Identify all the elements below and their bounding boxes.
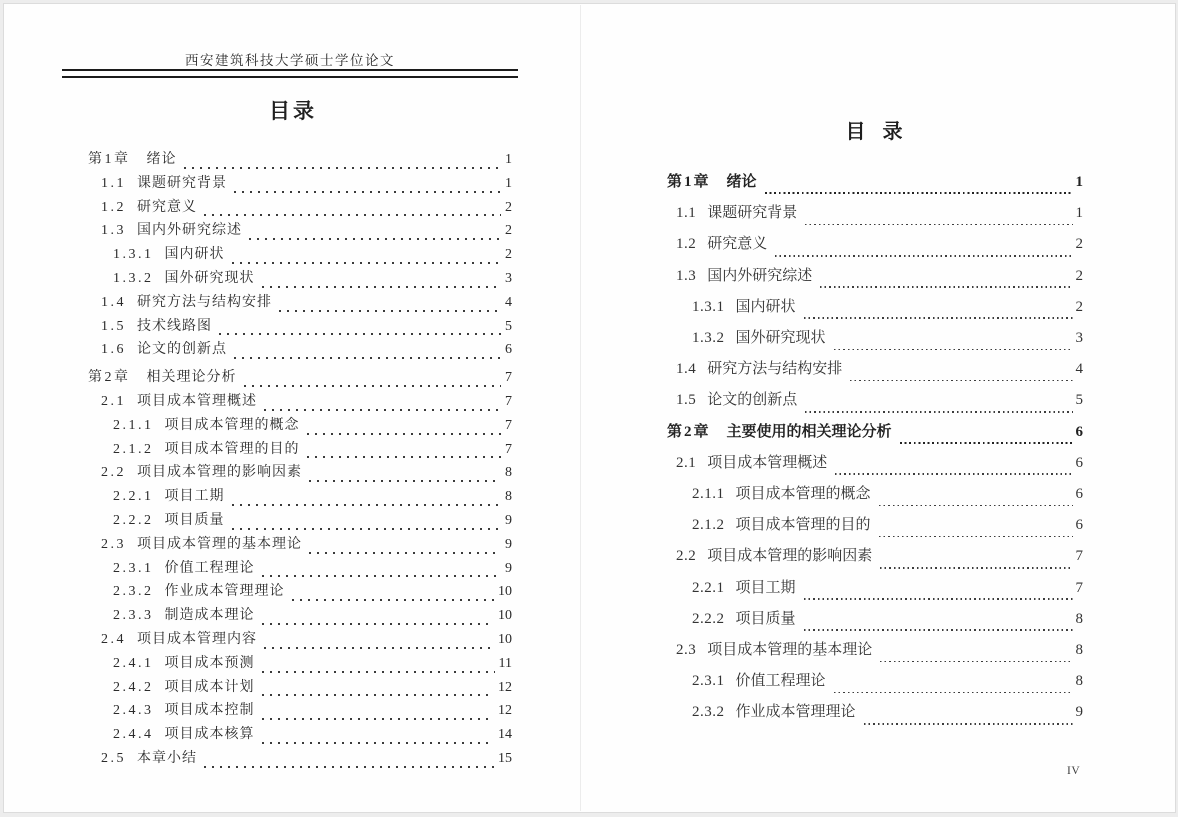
dot-leader — [279, 310, 501, 312]
toc-entry — [667, 292, 1083, 323]
entry-page-number: 4 — [505, 294, 512, 310]
entry-page-number: 7 — [1075, 548, 1083, 565]
toc-entry — [88, 557, 512, 581]
entry-number: 2.2 — [101, 465, 126, 481]
entry-title: 项目成本管理内容 — [137, 631, 257, 647]
entry-page-number: 15 — [498, 750, 512, 766]
entry-number: 2.3.2 — [692, 704, 725, 721]
entry-title: 项目成本管理的影响因素 — [137, 465, 302, 481]
dot-leader — [805, 224, 1072, 226]
toc-entry — [88, 699, 512, 723]
dot-leader — [262, 742, 495, 744]
toc-entry — [88, 747, 512, 771]
toc-entry — [88, 267, 512, 291]
entry-title: 论文的创新点 — [137, 342, 227, 358]
dot-leader — [834, 349, 1073, 351]
entry-page-number: 6 — [1075, 517, 1083, 534]
entry-title: 论文的创新点 — [707, 392, 798, 409]
toc-entry — [667, 635, 1083, 666]
entry-page-number: 2 — [505, 223, 512, 239]
entry-number: 2.4.2 — [113, 679, 154, 695]
toc-entry — [667, 666, 1083, 697]
entry-page-number: 7 — [505, 417, 512, 433]
entry-page-number: 9 — [505, 536, 512, 552]
entry-page-number: 3 — [505, 270, 512, 286]
entry-number: 第1章 — [667, 174, 711, 190]
entry-number: 2.2.1 — [692, 579, 725, 596]
dot-leader — [307, 456, 502, 458]
toc-entry — [667, 323, 1083, 354]
entry-number: 2.1.1 — [692, 486, 725, 503]
entry-page-number: 9 — [505, 512, 512, 528]
entry-title: 研究方法与结构安排 — [137, 294, 272, 310]
entry-number: 2.1.2 — [113, 441, 154, 457]
dot-leader — [820, 286, 1072, 288]
entry-number: 2.1.1 — [113, 417, 154, 433]
entry-title: 项目成本管理的概念 — [164, 417, 300, 433]
entry-page-number: 1 — [505, 175, 512, 191]
dot-leader — [309, 552, 501, 554]
entry-title: 项目成本控制 — [164, 703, 255, 719]
entry-number: 2.2 — [676, 548, 697, 565]
entry-title: 课题研究背景 — [137, 175, 227, 191]
entry-title: 研究意义 — [137, 199, 197, 215]
dot-leader — [880, 661, 1072, 663]
toc-entry — [88, 485, 512, 509]
dot-leader — [204, 766, 494, 768]
dot-leader — [262, 718, 495, 720]
entry-title: 课题研究背景 — [707, 205, 798, 222]
entry-number: 2.2.2 — [692, 610, 725, 627]
dot-leader — [232, 262, 502, 264]
entry-number: 1.1 — [676, 205, 697, 222]
entry-number: 第2章 — [667, 423, 711, 440]
entry-page-number: 2 — [1075, 267, 1083, 284]
entry-number: 1.3 — [101, 223, 126, 239]
entry-page-number: 2 — [1075, 236, 1083, 253]
entry-title: 项目成本管理的基本理论 — [707, 642, 873, 659]
entry-number: 1.4 — [676, 361, 697, 378]
toc-entry — [88, 509, 512, 533]
page-divider — [580, 5, 581, 811]
entry-page-number: 3 — [1075, 330, 1083, 347]
entry-title: 项目成本计划 — [164, 679, 255, 695]
entry-title: 项目成本核算 — [164, 727, 255, 743]
entry-title: 项目质量 — [164, 512, 225, 528]
entry-page-number: 6 — [1075, 454, 1083, 471]
dot-leader — [804, 629, 1073, 631]
entry-number: 2.3.3 — [113, 608, 154, 624]
entry-title: 绪论 — [146, 152, 177, 167]
entry-page-number: 14 — [498, 727, 512, 743]
toc-entry — [667, 510, 1083, 541]
entry-page-number: 4 — [1075, 361, 1083, 378]
dot-leader — [262, 286, 502, 288]
entry-title: 项目工期 — [164, 489, 225, 505]
entry-page-number: 7 — [505, 393, 512, 409]
page-left — [8, 5, 578, 811]
entry-number: 2.2.2 — [113, 512, 154, 528]
toc-entry — [88, 315, 512, 339]
toc-entry — [88, 438, 512, 462]
dot-leader — [264, 647, 494, 649]
toc-title-right: 目 录 — [845, 121, 909, 143]
toc-entry — [88, 291, 512, 315]
dot-leader — [864, 723, 1073, 725]
entry-number: 第1章 — [88, 152, 131, 167]
dot-leader — [765, 192, 1073, 194]
entry-number: 1.1 — [101, 175, 126, 191]
entry-number: 1.2 — [676, 236, 697, 253]
entry-number: 2.3.2 — [113, 584, 154, 600]
entry-title: 国内外研究综述 — [707, 267, 813, 284]
entry-number: 1.5 — [101, 318, 126, 334]
dot-leader — [232, 504, 502, 506]
entry-title: 主要使用的相关理论分析 — [726, 423, 892, 440]
entry-page-number: 10 — [498, 584, 512, 600]
entry-title: 国内研状 — [164, 247, 225, 263]
entry-number: 1.5 — [676, 392, 697, 409]
dot-leader — [262, 694, 495, 696]
entry-title: 研究方法与结构安排 — [707, 361, 843, 378]
entry-page-number: 6 — [505, 342, 512, 358]
entry-page-number: 7 — [1075, 579, 1083, 596]
entry-title: 相关理论分析 — [146, 370, 237, 386]
dot-leader — [204, 214, 501, 216]
dot-leader — [804, 598, 1073, 600]
entry-page-number: 2 — [505, 199, 512, 215]
entry-number: 1.4 — [101, 294, 126, 310]
entry-title: 制造成本理论 — [164, 608, 255, 624]
entry-page-number: 6 — [1075, 423, 1083, 440]
toc-entry — [667, 385, 1083, 416]
entry-page-number: 1 — [1075, 174, 1083, 190]
toc-entry — [88, 243, 512, 267]
toc-entry — [88, 604, 512, 628]
entry-number: 2.5 — [101, 750, 126, 766]
toc-entry — [667, 417, 1083, 448]
entry-page-number: 8 — [505, 489, 512, 505]
entry-page-number: 5 — [505, 318, 512, 334]
toc-entry — [88, 366, 512, 390]
entry-page-number: 2 — [1075, 298, 1083, 315]
entry-number: 1.3.2 — [113, 270, 154, 286]
toc-entry — [88, 628, 512, 652]
dot-leader — [775, 255, 1072, 257]
entry-title: 项目成本预测 — [164, 655, 255, 671]
entry-number: 2.4 — [101, 631, 126, 647]
page-number-footer: IV — [1067, 765, 1081, 777]
dot-leader — [234, 357, 501, 359]
entry-page-number: 2 — [505, 247, 512, 263]
entry-title: 项目成本管理的目的 — [164, 441, 300, 457]
entry-page-number: 7 — [505, 441, 512, 457]
dot-leader — [900, 442, 1073, 444]
toc-entry — [88, 652, 512, 676]
entry-number: 2.2.1 — [113, 489, 154, 505]
entry-title: 价值工程理论 — [735, 673, 826, 690]
entry-title: 项目成本管理概述 — [137, 393, 257, 409]
entry-page-number: 11 — [498, 655, 512, 671]
toc-entry — [667, 697, 1083, 728]
entry-title: 本章小结 — [137, 750, 197, 766]
entry-title: 项目成本管理的基本理论 — [137, 536, 302, 552]
entry-title: 项目成本管理的目的 — [735, 517, 871, 534]
toc-entry — [667, 479, 1083, 510]
dot-leader — [804, 317, 1073, 319]
entry-title: 作业成本管理理论 — [735, 704, 856, 721]
toc-list-right — [584, 167, 1170, 729]
entry-title: 绪论 — [726, 174, 757, 190]
entry-page-number: 6 — [1075, 486, 1083, 503]
toc-entry — [88, 676, 512, 700]
dot-leader — [249, 238, 501, 240]
toc-entry — [88, 390, 512, 414]
entry-page-number: 8 — [1075, 673, 1083, 690]
entry-number: 1.6 — [101, 342, 126, 358]
entry-page-number: 9 — [505, 560, 512, 576]
entry-title: 研究意义 — [707, 236, 768, 253]
entry-page-number: 10 — [498, 631, 512, 647]
entry-number: 1.3.1 — [113, 247, 154, 263]
entry-title: 国内外研究综述 — [137, 223, 242, 239]
dot-leader — [880, 567, 1072, 569]
dot-leader — [184, 167, 502, 169]
entry-number: 2.1 — [676, 454, 697, 471]
toc-title-left: 目录 — [269, 99, 317, 123]
entry-number: 2.1 — [101, 393, 126, 409]
entry-title: 国外研究现状 — [164, 270, 255, 286]
dot-leader — [262, 623, 495, 625]
toc-entry — [88, 148, 512, 172]
entry-title: 项目成本管理的概念 — [735, 486, 871, 503]
toc-entry — [667, 604, 1083, 635]
toc-entry — [667, 448, 1083, 479]
entry-number: 2.4.4 — [113, 727, 154, 743]
entry-number: 1.3.1 — [692, 298, 725, 315]
entry-number: 2.1.2 — [692, 517, 725, 534]
dot-leader — [232, 528, 502, 530]
page-right — [584, 5, 1170, 811]
entry-title: 项目成本管理概述 — [707, 454, 828, 471]
toc-entry — [88, 723, 512, 747]
dot-leader — [292, 599, 495, 601]
toc-entry — [667, 573, 1083, 604]
toc-entry — [667, 198, 1083, 229]
toc-entry — [667, 541, 1083, 572]
dot-leader — [879, 505, 1073, 507]
entry-number: 2.3.1 — [113, 560, 154, 576]
dot-leader — [309, 480, 501, 482]
entry-number: 1.2 — [101, 199, 126, 215]
dot-leader — [850, 380, 1072, 382]
entry-number: 第2章 — [88, 370, 131, 386]
dot-leader — [244, 385, 502, 387]
toc-entry — [88, 196, 512, 220]
entry-title: 国内研状 — [735, 298, 796, 315]
entry-title: 作业成本管理理论 — [164, 584, 285, 600]
entry-number: 2.3.1 — [692, 673, 725, 690]
toc-entry — [667, 167, 1083, 198]
dot-leader — [307, 433, 502, 435]
entry-page-number: 10 — [498, 608, 512, 624]
header-rule — [62, 69, 518, 78]
toc-entry — [88, 414, 512, 438]
dot-leader — [835, 473, 1072, 475]
toc-list-left — [8, 144, 578, 771]
entry-number: 2.3 — [676, 642, 697, 659]
entry-page-number: 8 — [1075, 642, 1083, 659]
toc-entry — [88, 338, 512, 362]
running-header: 西安建筑科技大学硕士学位论文 — [185, 53, 395, 68]
dot-leader — [805, 411, 1072, 413]
dot-leader — [834, 692, 1073, 694]
toc-entry — [88, 219, 512, 243]
dot-leader — [879, 536, 1073, 538]
entry-number: 2.3 — [101, 536, 126, 552]
toc-entry — [667, 354, 1083, 385]
toc-entry — [667, 229, 1083, 260]
entry-page-number: 12 — [498, 679, 512, 695]
entry-page-number: 5 — [1075, 392, 1083, 409]
entry-title: 技术线路图 — [137, 318, 212, 334]
entry-page-number: 1 — [505, 152, 512, 167]
dot-leader — [262, 575, 502, 577]
entry-title: 项目工期 — [735, 579, 796, 596]
toc-entry — [88, 172, 512, 196]
entry-page-number: 12 — [498, 703, 512, 719]
entry-number: 2.4.3 — [113, 703, 154, 719]
entry-title: 项目质量 — [735, 610, 796, 627]
entry-page-number: 8 — [1075, 610, 1083, 627]
toc-entry — [667, 261, 1083, 292]
entry-number: 1.3 — [676, 267, 697, 284]
entry-title: 国外研究现状 — [735, 330, 826, 347]
entry-page-number: 9 — [1075, 704, 1083, 721]
toc-entry — [88, 461, 512, 485]
toc-entry — [88, 580, 512, 604]
dot-leader — [262, 671, 495, 673]
entry-page-number: 8 — [505, 465, 512, 481]
entry-title: 价值工程理论 — [164, 560, 255, 576]
entry-title: 项目成本管理的影响因素 — [707, 548, 873, 565]
dot-leader — [219, 333, 501, 335]
dot-leader — [264, 409, 501, 411]
entry-page-number: 1 — [1075, 205, 1083, 222]
entry-page-number: 7 — [505, 370, 512, 386]
entry-number: 1.3.2 — [692, 330, 725, 347]
dot-leader — [234, 191, 501, 193]
toc-entry — [88, 533, 512, 557]
entry-number: 2.4.1 — [113, 655, 154, 671]
